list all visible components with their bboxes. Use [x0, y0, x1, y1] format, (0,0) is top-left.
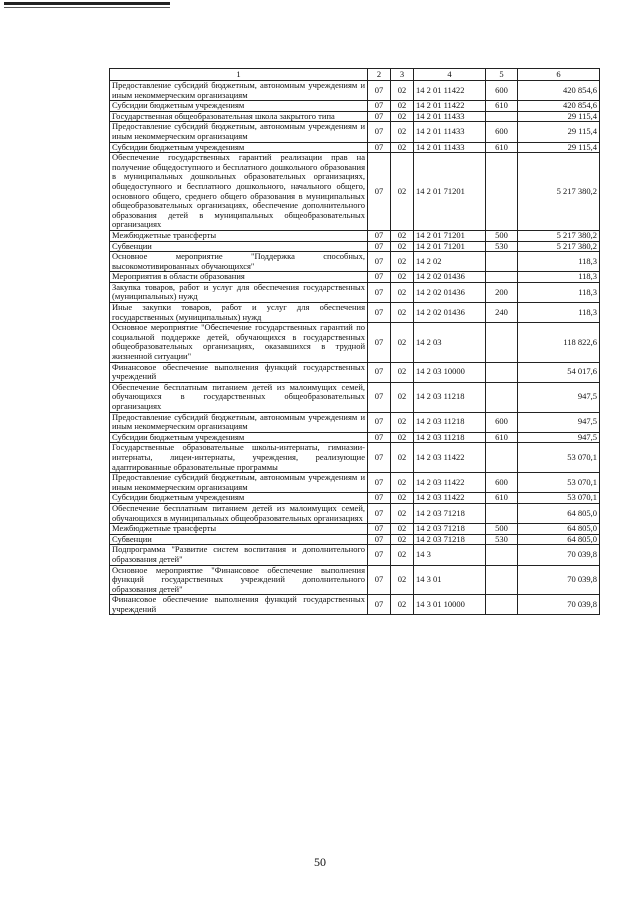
cell-subsection: 02: [391, 230, 414, 241]
cell-section: 07: [368, 524, 391, 535]
cell-name: Субсидии бюджетным учреждениям: [110, 432, 368, 443]
table-row: [110, 473, 600, 493]
cell-target-code: 14 2 03 71218: [414, 524, 486, 535]
cell-name: Подпрограмма "Развитие систем воспитания и дополнительного образования детей": [110, 545, 368, 565]
table-row: [110, 545, 600, 565]
table-row: [110, 230, 600, 241]
cell-subsection: 02: [391, 142, 414, 153]
cell-expense-type: 610: [486, 142, 518, 153]
header-cell-name: 1: [110, 69, 368, 81]
cell-target-code: 14 2 03 11218: [414, 432, 486, 443]
cell-subsection: 02: [391, 81, 414, 101]
cell-amount: 64 805,0: [518, 524, 600, 535]
cell-section: 07: [368, 493, 391, 504]
table-row: [110, 252, 600, 272]
cell-expense-type: [486, 503, 518, 523]
cell-section: 07: [368, 565, 391, 595]
table-header-row: [110, 69, 600, 81]
cell-amount: 118,3: [518, 303, 600, 323]
cell-subsection: 02: [391, 412, 414, 432]
cell-expense-type: 200: [486, 282, 518, 302]
cell-target-code: 14 2 01 11433: [414, 122, 486, 142]
cell-section: 07: [368, 503, 391, 523]
cell-subsection: 02: [391, 241, 414, 252]
table-row: [110, 524, 600, 535]
header-cell-section: 2: [368, 69, 391, 81]
cell-section: 07: [368, 412, 391, 432]
cell-expense-type: [486, 272, 518, 283]
cell-name: Предоставление субсидий бюджетным, автономным учреждениям и иным некоммерческим организациям: [110, 122, 368, 142]
cell-section: 07: [368, 282, 391, 302]
cell-expense-type: [486, 595, 518, 615]
table-row: [110, 81, 600, 101]
cell-section: 07: [368, 101, 391, 112]
cell-expense-type: 240: [486, 303, 518, 323]
cell-subsection: 02: [391, 493, 414, 504]
cell-name: Финансовое обеспечение выполнения функций государственных учреждений: [110, 362, 368, 382]
cell-target-code: 14 2 01 11433: [414, 142, 486, 153]
page-number: 50: [314, 855, 326, 869]
cell-section: 07: [368, 252, 391, 272]
cell-amount: 70 039,8: [518, 595, 600, 615]
table-row: [110, 272, 600, 283]
cell-subsection: 02: [391, 323, 414, 362]
cell-name: Обеспечение государственных гарантий реализации прав на получение общедоступного и бесплатного дошкольного образования в муниципальных дошкольных образовательных организациях, общедоступного и бесплатного дошкольного, начального общего, основного общего, среднего общего образования в муниципальных общеобразовательных организациях, обеспечение дополнительного образования детей в муниципальных общеобразовательных организациях: [110, 153, 368, 231]
cell-target-code: 14 3 01: [414, 565, 486, 595]
cell-expense-type: [486, 545, 518, 565]
cell-name: Иные закупки товаров, работ и услуг для обеспечения государственных (муниципальных) нужд: [110, 303, 368, 323]
cell-amount: 118,3: [518, 272, 600, 283]
cell-subsection: 02: [391, 382, 414, 412]
header-rule-thin: [4, 7, 170, 8]
cell-subsection: 02: [391, 473, 414, 493]
header-cell-amount: 6: [518, 69, 600, 81]
cell-expense-type: 530: [486, 534, 518, 545]
cell-amount: 64 805,0: [518, 503, 600, 523]
cell-subsection: 02: [391, 443, 414, 473]
table-row: [110, 362, 600, 382]
cell-amount: 29 115,4: [518, 111, 600, 122]
cell-expense-type: [486, 111, 518, 122]
cell-expense-type: [486, 362, 518, 382]
table-row: [110, 595, 600, 615]
table-row: [110, 153, 600, 231]
cell-amount: 70 039,8: [518, 545, 600, 565]
cell-name: Государственная общеобразовательная школа закрытого типа: [110, 111, 368, 122]
cell-subsection: 02: [391, 111, 414, 122]
cell-expense-type: [486, 382, 518, 412]
cell-section: 07: [368, 272, 391, 283]
table-row: [110, 565, 600, 595]
cell-target-code: 14 2 01 71201: [414, 241, 486, 252]
cell-amount: 53 070,1: [518, 443, 600, 473]
cell-subsection: 02: [391, 565, 414, 595]
cell-target-code: 14 2 03 10000: [414, 362, 486, 382]
table-row: [110, 142, 600, 153]
cell-subsection: 02: [391, 545, 414, 565]
cell-target-code: 14 2 01 11433: [414, 111, 486, 122]
cell-name: Субвенции: [110, 241, 368, 252]
cell-name: Предоставление субсидий бюджетным, автономным учреждениям и иным некоммерческим организациям: [110, 473, 368, 493]
cell-subsection: 02: [391, 362, 414, 382]
cell-section: 07: [368, 362, 391, 382]
cell-subsection: 02: [391, 153, 414, 231]
cell-target-code: 14 2 01 11422: [414, 101, 486, 112]
cell-amount: 947,5: [518, 382, 600, 412]
cell-name: Государственные образовательные школы-интернаты, гимназии-интернаты, лицеи-интернаты, учреждения, реализующие адаптированные образовательные программы: [110, 443, 368, 473]
cell-name: Основное мероприятие "Поддержка способных, высокомотивированных обучающихся": [110, 252, 368, 272]
cell-target-code: 14 2 03 11422: [414, 473, 486, 493]
cell-name: Предоставление субсидий бюджетным, автономным учреждениям и иным некоммерческим организациям: [110, 412, 368, 432]
cell-expense-type: 610: [486, 101, 518, 112]
cell-amount: 947,5: [518, 412, 600, 432]
table-row: [110, 241, 600, 252]
cell-section: 07: [368, 545, 391, 565]
header-cell-subsection: 3: [391, 69, 414, 81]
cell-target-code: 14 2 02: [414, 252, 486, 272]
cell-amount: 29 115,4: [518, 122, 600, 142]
cell-amount: 118,3: [518, 252, 600, 272]
cell-expense-type: 500: [486, 230, 518, 241]
cell-amount: 29 115,4: [518, 142, 600, 153]
cell-section: 07: [368, 303, 391, 323]
cell-amount: 118,3: [518, 282, 600, 302]
cell-name: Субсидии бюджетным учреждениям: [110, 493, 368, 504]
cell-amount: 947,5: [518, 432, 600, 443]
cell-section: 07: [368, 443, 391, 473]
cell-amount: 420 854,6: [518, 101, 600, 112]
cell-expense-type: 600: [486, 412, 518, 432]
header-cell-expense-type: 5: [486, 69, 518, 81]
cell-subsection: 02: [391, 303, 414, 323]
cell-target-code: 14 2 01 11422: [414, 81, 486, 101]
cell-section: 07: [368, 142, 391, 153]
cell-name: Межбюджетные трансферты: [110, 230, 368, 241]
cell-target-code: 14 2 03 71218: [414, 503, 486, 523]
cell-name: Финансовое обеспечение выполнения функций государственных учреждений: [110, 595, 368, 615]
cell-expense-type: [486, 443, 518, 473]
cell-subsection: 02: [391, 122, 414, 142]
cell-expense-type: 600: [486, 122, 518, 142]
cell-section: 07: [368, 473, 391, 493]
cell-amount: 53 070,1: [518, 493, 600, 504]
cell-section: 07: [368, 122, 391, 142]
cell-amount: 53 070,1: [518, 473, 600, 493]
cell-name: Основное мероприятие "Финансовое обеспечение выполнения функций государственных учреждений дополнительного образования детей": [110, 565, 368, 595]
cell-amount: 5 217 380,2: [518, 230, 600, 241]
cell-name: Субвенции: [110, 534, 368, 545]
cell-target-code: 14 2 03 11218: [414, 412, 486, 432]
cell-section: 07: [368, 595, 391, 615]
table-body: [110, 81, 600, 615]
cell-name: Предоставление субсидий бюджетным, автономным учреждениям и иным некоммерческим организациям: [110, 81, 368, 101]
table-row: [110, 493, 600, 504]
table-row: [110, 122, 600, 142]
cell-section: 07: [368, 111, 391, 122]
cell-expense-type: [486, 323, 518, 362]
cell-expense-type: 530: [486, 241, 518, 252]
cell-amount: 118 822,6: [518, 323, 600, 362]
cell-section: 07: [368, 382, 391, 412]
cell-name: Обеспечение бесплатным питанием детей из малоимущих семей, обучающихся в государственных общеобразовательных организациях: [110, 382, 368, 412]
cell-target-code: 14 3 01 10000: [414, 595, 486, 615]
cell-subsection: 02: [391, 503, 414, 523]
table-row: [110, 432, 600, 443]
cell-amount: 64 805,0: [518, 534, 600, 545]
table-row: [110, 503, 600, 523]
cell-name: Обеспечение бесплатным питанием детей из малоимущих семей, обучающихся в муниципальных общеобразовательных организациях: [110, 503, 368, 523]
cell-subsection: 02: [391, 252, 414, 272]
table-row: [110, 323, 600, 362]
header-cell-target-code: 4: [414, 69, 486, 81]
cell-section: 07: [368, 81, 391, 101]
table-row: [110, 412, 600, 432]
cell-expense-type: [486, 252, 518, 272]
table-row: [110, 534, 600, 545]
table-row: [110, 382, 600, 412]
cell-name: Межбюджетные трансферты: [110, 524, 368, 535]
cell-expense-type: 500: [486, 524, 518, 535]
cell-section: 07: [368, 534, 391, 545]
table-row: [110, 282, 600, 302]
cell-section: 07: [368, 432, 391, 443]
cell-expense-type: [486, 565, 518, 595]
cell-expense-type: 610: [486, 493, 518, 504]
cell-subsection: 02: [391, 595, 414, 615]
table-row: [110, 111, 600, 122]
cell-name: Закупка товаров, работ и услуг для обеспечения государственных (муниципальных) нужд: [110, 282, 368, 302]
cell-amount: 54 017,6: [518, 362, 600, 382]
cell-amount: 70 039,8: [518, 565, 600, 595]
cell-target-code: 14 2 03 11218: [414, 382, 486, 412]
cell-subsection: 02: [391, 101, 414, 112]
cell-target-code: 14 2 01 71201: [414, 153, 486, 231]
cell-expense-type: 600: [486, 473, 518, 493]
cell-name: Основное мероприятие "Обеспечение государственных гарантий по социальной поддержке детей, обучающихся в государственных общеобразовательных организациях, оказавшихся в трудной жизненной ситуации": [110, 323, 368, 362]
cell-section: 07: [368, 323, 391, 362]
cell-expense-type: 600: [486, 81, 518, 101]
cell-subsection: 02: [391, 524, 414, 535]
cell-subsection: 02: [391, 432, 414, 443]
header-rule: [4, 2, 170, 5]
cell-target-code: 14 3: [414, 545, 486, 565]
table-row: [110, 443, 600, 473]
cell-expense-type: 610: [486, 432, 518, 443]
cell-subsection: 02: [391, 282, 414, 302]
cell-target-code: 14 2 03: [414, 323, 486, 362]
cell-target-code: 14 2 03 11422: [414, 493, 486, 504]
budget-table: [109, 68, 600, 615]
cell-section: 07: [368, 153, 391, 231]
cell-target-code: 14 2 03 11422: [414, 443, 486, 473]
table-row: [110, 101, 600, 112]
cell-target-code: 14 2 02 01436: [414, 272, 486, 283]
table-row: [110, 303, 600, 323]
cell-name: Субсидии бюджетным учреждениям: [110, 101, 368, 112]
cell-target-code: 14 2 03 71218: [414, 534, 486, 545]
cell-section: 07: [368, 230, 391, 241]
cell-target-code: 14 2 02 01436: [414, 303, 486, 323]
cell-name: Мероприятия в области образования: [110, 272, 368, 283]
cell-target-code: 14 2 02 01436: [414, 282, 486, 302]
cell-expense-type: [486, 153, 518, 231]
cell-subsection: 02: [391, 272, 414, 283]
cell-amount: 420 854,6: [518, 81, 600, 101]
cell-amount: 5 217 380,2: [518, 153, 600, 231]
cell-section: 07: [368, 241, 391, 252]
cell-amount: 5 217 380,2: [518, 241, 600, 252]
cell-subsection: 02: [391, 534, 414, 545]
cell-name: Субсидии бюджетным учреждениям: [110, 142, 368, 153]
cell-target-code: 14 2 01 71201: [414, 230, 486, 241]
